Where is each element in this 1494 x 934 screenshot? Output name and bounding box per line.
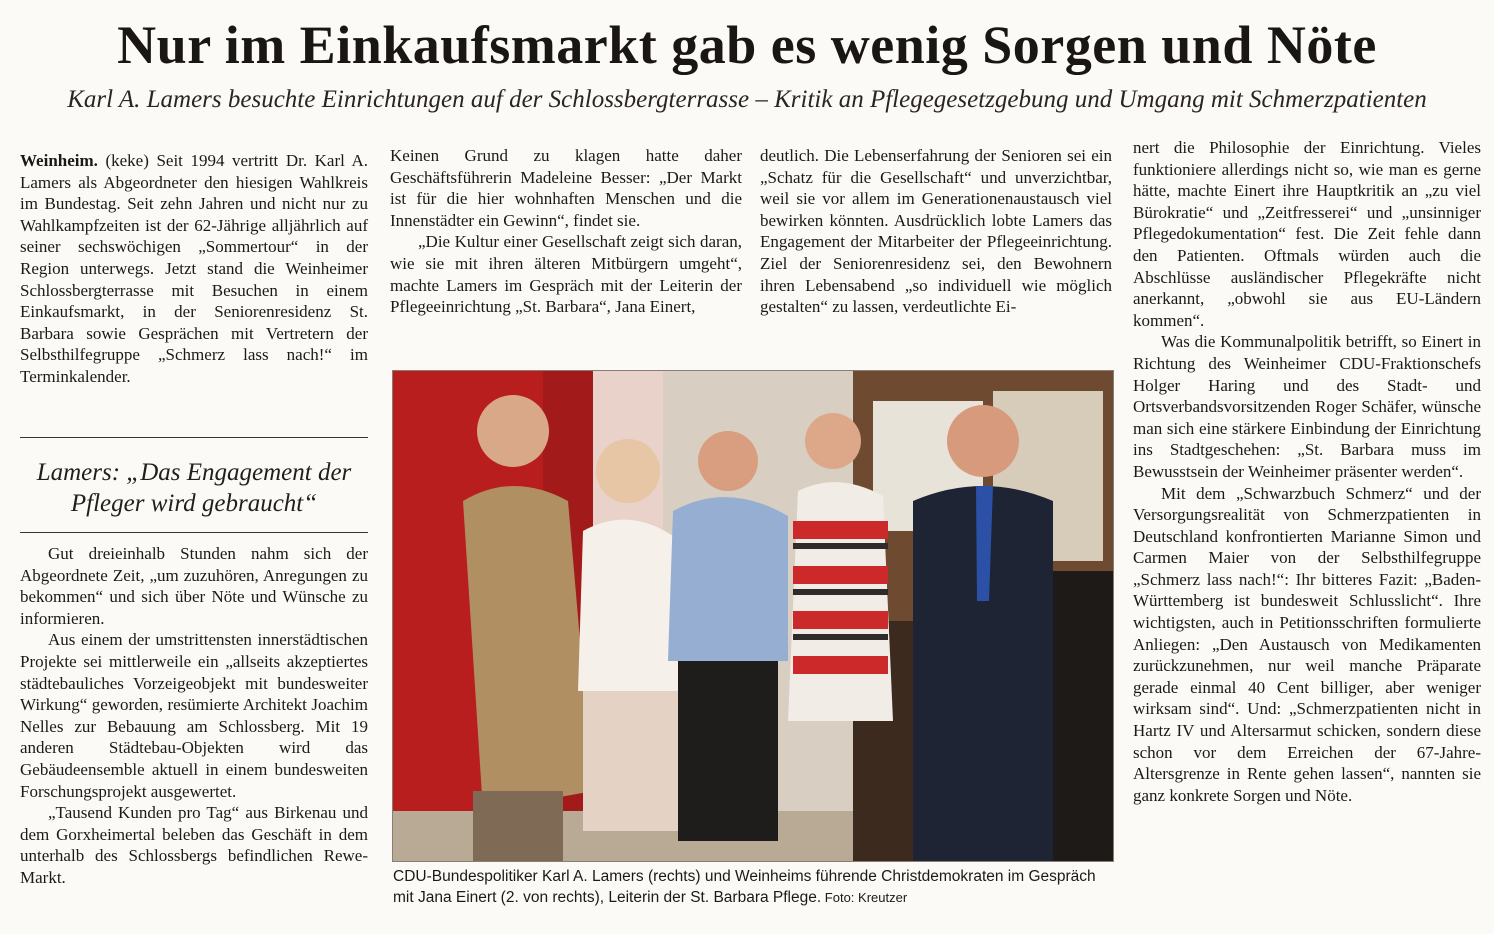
body-paragraph: deutlich. Die Lebenserfahrung der Senioren sei ein „Schatz für die Gesellschaft“ und unverzichtbar, weil sie vor allem im Generationenaustausch viel bewirken könnten. Ausdrücklich lobte Lamers das Engagement der Mitarbeiter der Pflegeeinrichtung. Ziel der Seniorenresidenz sei, den Bewohnern ihren Lebensabend „so individuell wie möglich gestalten“ zu lassen, verdeutlichte Ei- xyxy=(760,146,1112,317)
body-paragraph: Gut dreieinhalb Stunden nahm sich der Abgeordnete Zeit, „um zuzuhören, Anregungen zu bekommen“ und sich über Nöte und Wünsche zu informieren. xyxy=(20,544,368,628)
divider-top xyxy=(20,437,368,438)
body-paragraph: „Die Kultur einer Gesellschaft zeigt sich daran, wie sie mit ihren älteren Mitbürgern umgeht“, machte Lamers im Gespräch mit der Leiterin der Pflegeeinrichtung „St. Barbara“, Jana Einert, xyxy=(390,232,742,317)
caption-text: CDU-Bundespolitiker Karl A. Lamers (rechts) und Weinheims führende Christdemokraten im Gespräch mit Jana Einert (2. von rechts), Leiterin der St. Barbara Pflege. xyxy=(393,868,1096,906)
column-3 xyxy=(760,145,1112,318)
photo-illustration xyxy=(393,371,1114,862)
photo-credit: Foto: Kreutzer xyxy=(821,890,908,905)
body-paragraph: Was die Kommunalpolitik betrifft, so Einert in Richtung des Weinheimer CDU-Fraktionschefs Holger Haring und des Stadt- und Ortsverbandsvorsitzenden Roger Schäfer, wünsche man sich eine stärkere Einbindung der Einrichtung ins Stadtgeschehen: „St. Barbara muss im Bewusstsein der Weinheimer präsenter werden“. xyxy=(1133,332,1481,481)
lead-paragraph xyxy=(20,150,368,388)
column-4 xyxy=(1133,137,1481,806)
dateline: Weinheim. xyxy=(20,151,98,170)
column-1-body xyxy=(20,543,368,889)
article-headline: Nur im Einkaufsmarkt gab es wenig Sorgen und Nöte xyxy=(117,15,1377,75)
body-paragraph: nert die Philosophie der Einrichtung. Vieles funktioniere allerdings nicht so, wie man es gerne hätte, machte Einert ihre Hauptkritik an „zu viel Bürokratie“ und „Zeitfresserei“ und „unsinniger Pflegedokumentation“ fest. Die Zeit fehle dann den Patienten. Oftmals würden auch die Abschlüsse ausländischer Pflegekräfte nicht anerkannt, „obwohl sie aus EU-Ländern kommen“. xyxy=(1133,138,1481,330)
body-paragraph: Aus einem der umstrittensten innerstädtischen Projekte sei mittlerweile ein „allseits akzeptiertes städtebauliches Vorzeigeobjekt mit bundesweiter Wirkung“ geworden, resümierte Architekt Joachim Nelles zur Bebauung am Schlossberg. Mit 19 anderen Städtebau-Objekten wird das Gebäudeensemble aktuell in einem bundesweiten Forschungsprojekt ausgewertet. xyxy=(20,630,368,801)
lead-text: (keke) Seit 1994 vertritt Dr. Karl A. Lamers als Abgeordneter den hiesigen Wahlkreis im Bundestag. Seit zehn Jahren und nicht nur zu Wahlkampfzeiten ist der 62-Jährige alljährlich auf seiner sechswöchigen „Sommertour“ in der Region unterwegs. Jetzt stand die Weinheimer Schlossbergterrasse mit Besuchen in einem Einkaufsmarkt, in der Seniorenresidenz St. Barbara sowie Gesprächen mit Vertretern der Selbsthilfegruppe „Schmerz lass nach!“ im Terminkalender. xyxy=(20,151,368,386)
interheading: Lamers: „Das Engagement der Pfleger wird gebraucht“ xyxy=(36,459,352,517)
body-paragraph: „Tausend Kunden pro Tag“ aus Birkenau und dem Gorxheimertal beleben das Geschäft in dem unterhalb des Schlossbergs befindlichen Rewe-Markt. xyxy=(20,803,368,887)
body-paragraph: Mit dem „Schwarzbuch Schmerz“ und der Versorgungsrealität von Schmerzpatienten in Deutschland konfrontierten Marianne Simon und Carmen Maier von der Selbsthilfegruppe „Schmerz lass nach!“: Ihr bitteres Fazit: „Baden-Württemberg ist bundesweit Schlusslicht“. Ihre wichtigsten, auch in Petitionsschriften formulierte Anliegen: „Den Austausch von Medikamenten zurückzunehmen, nur weil manche Präparate gerade einmal 40 Cent billiger, aber weniger wirksam sind“. Und: „Schmerzpatienten nicht in Hartz IV und Altersarmut schicken, sondern diese schon vor dem Erreichen der 67-Jahre-Altersgrenze in Rente gehen lassen“, nannten sie ganz konkrete Sorgen und Nöte. xyxy=(1133,483,1481,805)
column-2 xyxy=(390,145,742,318)
article-photo xyxy=(392,370,1114,862)
divider-bottom xyxy=(20,532,368,533)
photo-caption xyxy=(393,866,1115,908)
body-paragraph: Keinen Grund zu klagen hatte daher Geschäftsführerin Madeleine Besser: „Der Markt ist für die hier wohnhaften Menschen und die Innenstädter ein Gewinn“, findet sie. xyxy=(390,146,742,230)
column-1-lead xyxy=(20,150,368,388)
article-subheadline: Karl A. Lamers besuchte Einrichtungen auf der Schlossbergterrasse – Kritik an Pflegegesetzgebung und Umgang mit Schmerzpatienten xyxy=(67,86,1427,113)
